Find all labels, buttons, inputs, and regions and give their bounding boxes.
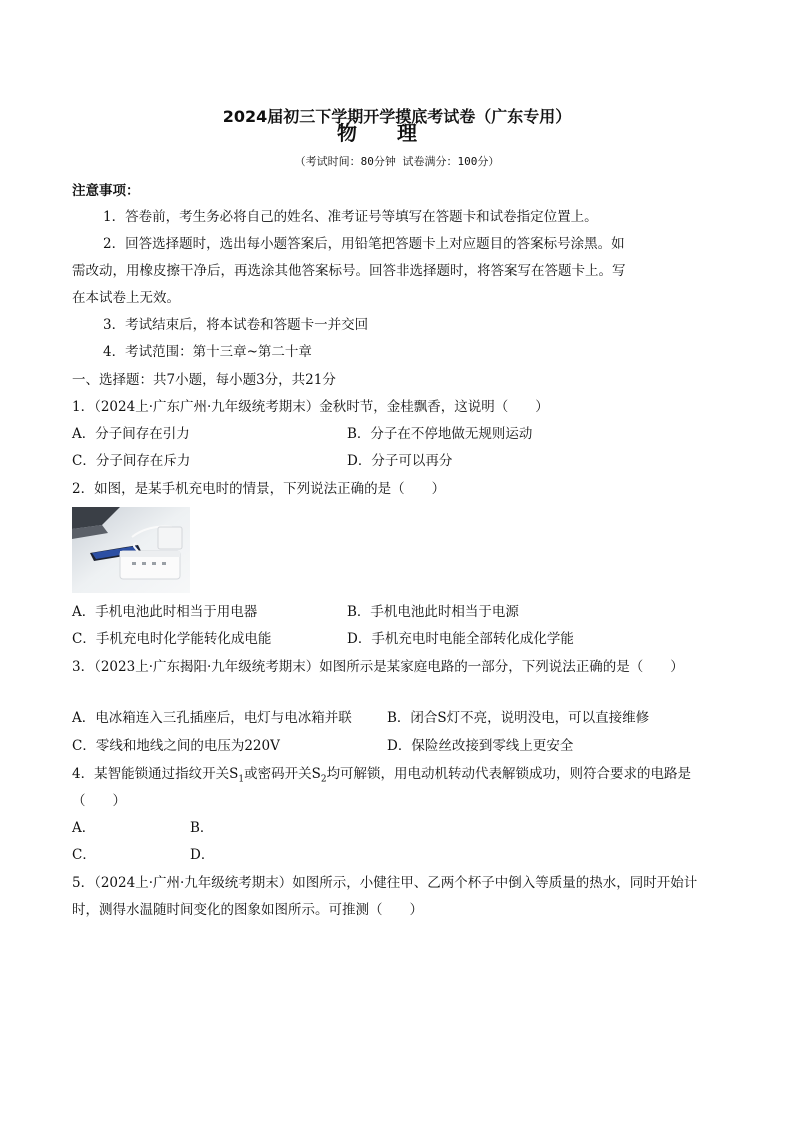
notes-heading: 注意事项： xyxy=(72,183,140,199)
q4-option-b: B． xyxy=(190,820,214,836)
q1-stem: 1．（2024上·广东广州·九年级统考期末）金秋时节，金桂飘香，这说明（ ） xyxy=(72,399,549,415)
q4-option-d: D． xyxy=(190,847,215,863)
subscript-2: 2 xyxy=(320,774,327,785)
q3-option-c: C．零线和地线之间的电压为220V xyxy=(72,738,280,754)
q5-stem-line-2: 时，测得水温随时间变化的图象如图所示。可推测（ ） xyxy=(72,902,423,918)
q3-stem: 3．（2023上·广东揭阳·九年级统考期末）如图所示是某家庭电路的一部分，下列说法正确的是（ ） xyxy=(72,659,684,675)
q2-option-d: D．手机充电时电能全部转化成化学能 xyxy=(347,631,574,647)
note-item-2-line-1: 2．回答选择题时，选出每小题答案后，用铅笔把答题卡上对应题目的答案标号涂黑。如 xyxy=(103,236,625,252)
exam-info: （考试时间：80分钟 试卷满分：100分） xyxy=(294,155,500,168)
note-item-2-line-3: 在本试卷上无效。 xyxy=(72,290,180,306)
q1-option-a: A．分子间存在引力 xyxy=(72,426,190,442)
q4-option-c: C． xyxy=(72,847,96,863)
note-item-3: 3．考试结束后，将本试卷和答题卡一并交回 xyxy=(103,317,369,333)
q4-stem-line-2: （ ） xyxy=(72,793,126,809)
q5-stem-line-1: 5．（2024上·广州·九年级统考期末）如图所示，小健往甲、乙两个杯子中倒入等质量的热水，同时开始计 xyxy=(72,875,698,891)
q1-option-d: D．分子可以再分 xyxy=(347,453,453,469)
note-item-2-line-2: 需改动，用橡皮擦干净后，再选涂其他答案标号。回答非选择题时，将答案写在答题卡上。写 xyxy=(72,263,626,279)
q1-option-b: B．分子在不停地做无规则运动 xyxy=(347,426,533,442)
q1-option-c: C．分子间存在斥力 xyxy=(72,453,191,469)
q3-option-b: B．闭合S灯不亮，说明没电，可以直接维修 xyxy=(387,710,650,726)
q2-option-b: B．手机电池此时相当于电源 xyxy=(347,604,519,620)
note-item-1: 1．答卷前，考生务必将自己的姓名、准考证号等填写在答题卡和试卷指定位置上。 xyxy=(103,209,598,225)
q2-option-a: A．手机电池此时相当于用电器 xyxy=(72,604,258,620)
subject-heading: 物理 xyxy=(337,121,457,145)
q2-stem: 2．如图，是某手机充电时的情景，下列说法正确的是（ ） xyxy=(72,481,446,497)
page-title: 2024届初三下学期开学摸底考试卷（广东专用） xyxy=(222,107,572,126)
subscript-1: 1 xyxy=(238,774,245,785)
q3-option-d: D．保险丝改接到零线上更安全 xyxy=(387,738,574,754)
phone-charging-photo xyxy=(72,507,190,593)
note-item-4: 4．考试范围：第十三章~第二十章 xyxy=(103,344,312,360)
q4-option-a: A． xyxy=(72,820,96,836)
section-1-heading: 一、选择题：共7小题，每小题3分，共21分 xyxy=(72,372,336,388)
q2-option-c: C．手机充电时化学能转化成电能 xyxy=(72,631,272,647)
q3-option-a: A．电冰箱连入三孔插座后，电灯与电冰箱并联 xyxy=(72,710,352,726)
q4-stem-line-1: 4．某智能锁通过指纹开关$S_1$或密码开关$S_2$均可解锁，用电动机转动代表解锁成功，则符合要求的电路是 xyxy=(72,766,692,785)
